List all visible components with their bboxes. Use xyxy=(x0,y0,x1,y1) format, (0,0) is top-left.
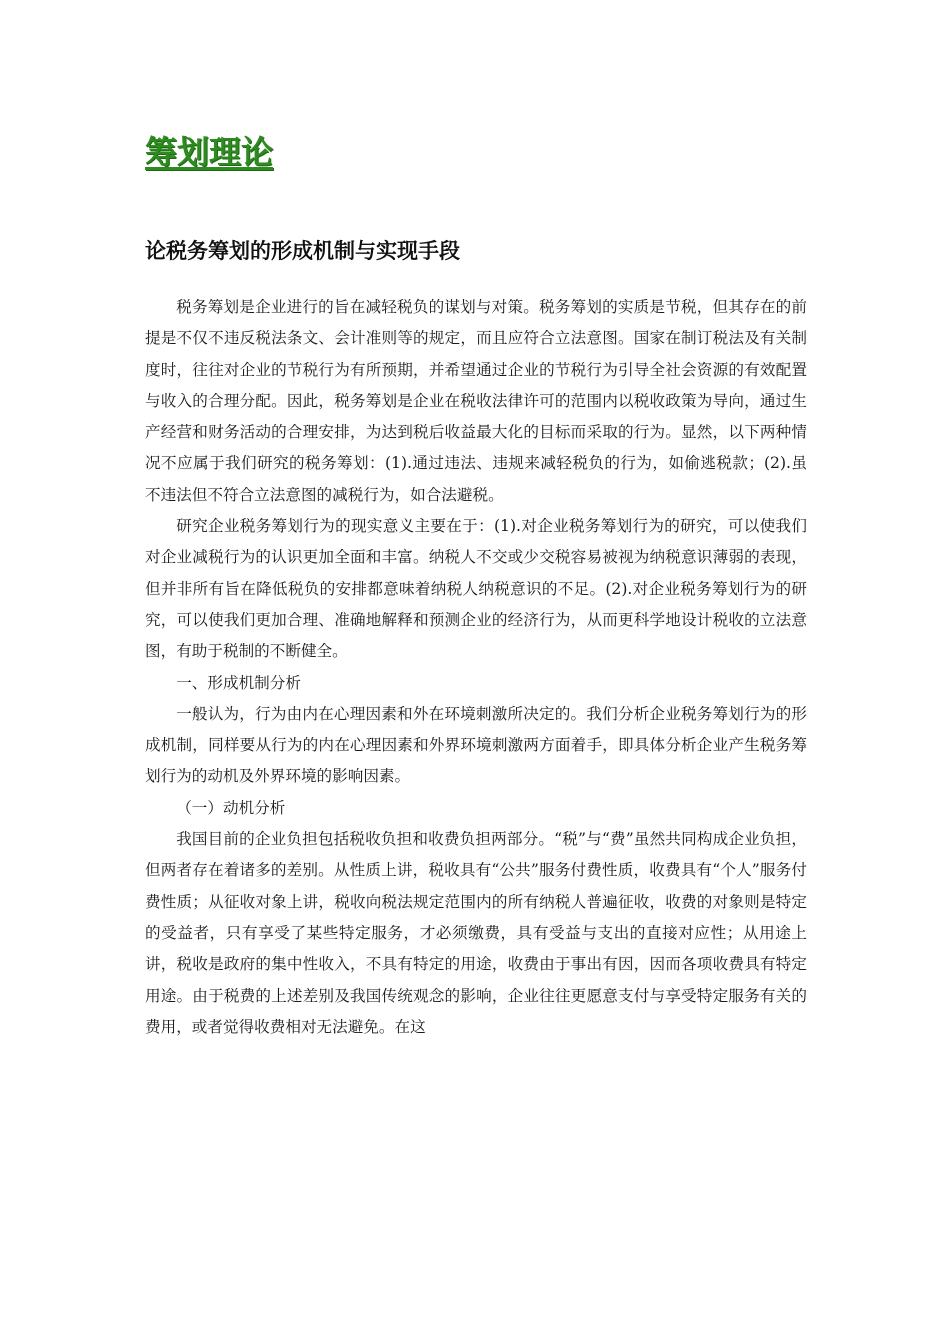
document-title: 筹划理论 xyxy=(145,133,274,171)
subsection-heading-motive-analysis: （一）动机分析 xyxy=(176,798,286,817)
article-title: 论税务筹划的形成机制与实现手段 xyxy=(145,239,460,263)
paragraph-intro: 税务筹划是企业进行的旨在减轻税负的谋划与对策。税务筹划的实质是节税，但其存在的前提是不仅不违反税法条文、会计准则等的规定，而且应符合立法意图。国家在制订税法及有关制度时，往往对企业的节税行为有所预期，并希望通过企业的节税行为引导全社会资源的有效配置与收入的合理分配。因此，税务筹划是企业在税收法律许可的范围内以税收政策为导向，通过生产经营和财务活动的合理安排，为达到税后收益最大化的目标而采取的行为。显然，以下两种情况不应属于我们研究的税务筹划：(1).通过违法、违规来减轻税负的行为，如偷逃税款；(2).虽不违法但不符合立法意图的减税行为，如合法避税。 xyxy=(145,298,807,504)
paragraph-formation-mechanism: 一般认为，行为由内在心理因素和外在环境刺激所决定的。我们分析企业税务筹划行为的形成机制，同样要从行为的内在心理因素和外界环境刺激两方面着手，即具体分析企业产生税务筹划行为的动机及外界环境的影响因素。 xyxy=(145,704,807,786)
section-heading-formation-mechanism: 一、形成机制分析 xyxy=(176,673,301,692)
paragraph-motive-analysis: 我国目前的企业负担包括税收负担和收费负担两部分。“税”与“费”虽然共同构成企业负担，但两者存在着诸多的差别。从性质上讲，税收具有“公共”服务付费性质，收费具有“个人”服务付费性质；从征收对象上讲，税收向税法规定范围内的所有纳税人普遍征收，收费的对象则是特定的受益者，只有享受了某些特定服务，才必须缴费，具有受益与支出的直接对应性；从用途上讲，税收是政府的集中性收入，不具有特定的用途，收费由于事出有因，因而各项收费具有特定用途。由于税费的上述差别及我国传统观念的影响，企业往往更愿意支付与享受特定服务有关的费用，或者觉得收费相对无法避免。在这 xyxy=(145,830,807,1036)
paragraph-significance: 研究企业税务筹划行为的现实意义主要在于：(1).对企业税务筹划行为的研究，可以使我们对企业减税行为的认识更加全面和丰富。纳税人不交或少交税容易被视为纳税意识薄弱的表现，但并非所有旨在降低税负的安排都意味着纳税人纳税意识的不足。(2).对企业税务筹划行为的研究，可以使我们更加合理、准确地解释和预测企业的经济行为，从而更科学地设计税收的立法意图，有助于税制的不断健全。 xyxy=(145,517,807,661)
article-body xyxy=(145,292,807,1043)
